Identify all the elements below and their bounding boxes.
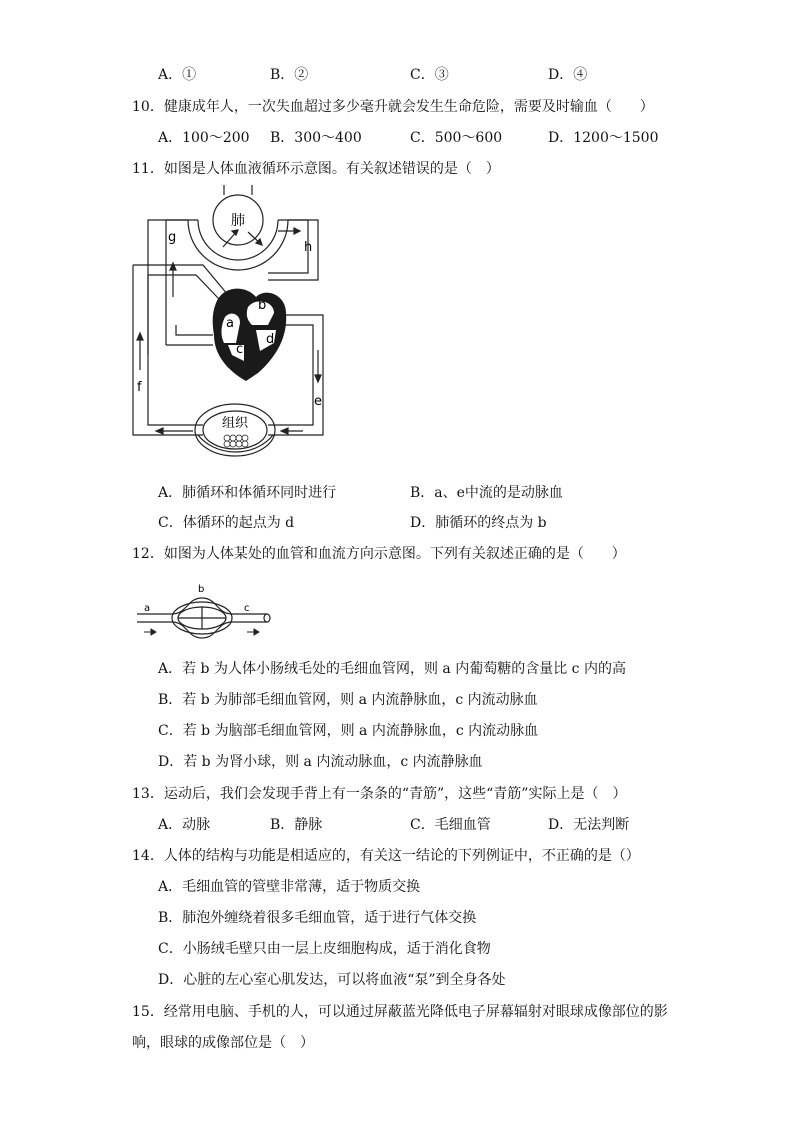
q10-option-c: C．500～600 bbox=[410, 130, 503, 146]
q14-option-b: B．肺泡外缠绕着很多毛细血管，适于进行气体交换 bbox=[158, 910, 477, 926]
q10-option-b: B．300～400 bbox=[270, 130, 362, 146]
label-h: h bbox=[304, 240, 313, 255]
q11-option-b: B．a、e中流的是动脉血 bbox=[410, 485, 563, 501]
q13-stem: 13．运动后，我们会发现手背上有一条条的“青筋”，这些“青筋”实际上是（ ） bbox=[132, 786, 627, 802]
q11-option-a: A．肺循环和体循环同时进行 bbox=[158, 485, 337, 501]
q9-option-b: B．② bbox=[270, 67, 309, 83]
label-b: b bbox=[258, 298, 267, 313]
q12-option-c: C．若 b 为脑部毛细血管网，则 a 内流静脉血，c 内流动脉血 bbox=[158, 723, 539, 739]
q13-option-b: B．静脉 bbox=[270, 817, 323, 833]
q9-option-d: D．④ bbox=[548, 67, 588, 83]
label-c: c bbox=[236, 342, 244, 357]
label-f: f bbox=[137, 380, 142, 395]
blood-circulation-diagram bbox=[128, 185, 338, 475]
label-a: a bbox=[144, 603, 151, 614]
q10-stem: 10．健康成年人，一次失血超过多少毫升就会发生生命危险，需要及时输血（ ） bbox=[132, 99, 654, 115]
tissue-cells bbox=[224, 435, 248, 447]
q9-option-a: A．① bbox=[158, 67, 197, 83]
q13-option-c: C．毛细血管 bbox=[410, 817, 491, 833]
label-d: d bbox=[266, 332, 275, 347]
q12-option-b: B．若 b 为肺部毛细血管网，则 a 内流静脉血，c 内流动脉血 bbox=[158, 692, 538, 708]
q13-option-a: A．动脉 bbox=[158, 817, 211, 833]
q10-option-a: A．100～200 bbox=[158, 130, 250, 146]
lung-label: 肺 bbox=[231, 213, 245, 229]
q12-option-a: A．若 b 为人体小肠绒毛处的毛细血管网，则 a 内葡萄糖的含量比 c 内的高 bbox=[158, 661, 626, 677]
q15-stem-line1: 15．经常用电脑、手机的人，可以通过屏蔽蓝光降低电子屏幕辐射对眼球成像部位的影 bbox=[132, 1004, 668, 1020]
capillary-diagram bbox=[132, 580, 272, 640]
q12-option-d: D．若 b 为肾小球，则 a 内流动脉血，c 内流静脉血 bbox=[158, 754, 483, 770]
q14-option-d: D．心脏的左心室心肌发达，可以将血液“泵”到全身各处 bbox=[158, 972, 506, 988]
q9-option-c: C．③ bbox=[410, 67, 449, 83]
q15-stem-line2: 响，眼球的成像部位是（ ） bbox=[132, 1035, 314, 1051]
q10-option-d: D．1200～1500 bbox=[548, 130, 659, 146]
q14-option-c: C．小肠绒毛壁只由一层上皮细胞构成，适于消化食物 bbox=[158, 941, 491, 957]
label-a: a bbox=[226, 316, 234, 331]
q13-option-d: D．无法判断 bbox=[548, 817, 630, 833]
q11-stem: 11．如图是人体血液循环示意图。有关叙述错误的是（ ） bbox=[132, 161, 500, 177]
q14-stem: 14．人体的结构与功能是相适应的，有关这一结论的下列例证中，不正确的是（） bbox=[132, 848, 640, 864]
label-b: b bbox=[198, 584, 205, 595]
tissue-label: 组织 bbox=[221, 416, 249, 431]
label-g: g bbox=[168, 230, 177, 245]
label-c: c bbox=[244, 603, 250, 614]
label-e: e bbox=[314, 394, 322, 409]
q12-stem: 12．如图为人体某处的血管和血流方向示意图。下列有关叙述正确的是（ ） bbox=[132, 546, 626, 562]
q14-option-a: A．毛细血管的管壁非常薄，适于物质交换 bbox=[158, 879, 421, 895]
q11-option-c: C．体循环的起点为 d bbox=[158, 515, 295, 531]
q11-option-d: D．肺循环的终点为 b bbox=[410, 515, 547, 531]
